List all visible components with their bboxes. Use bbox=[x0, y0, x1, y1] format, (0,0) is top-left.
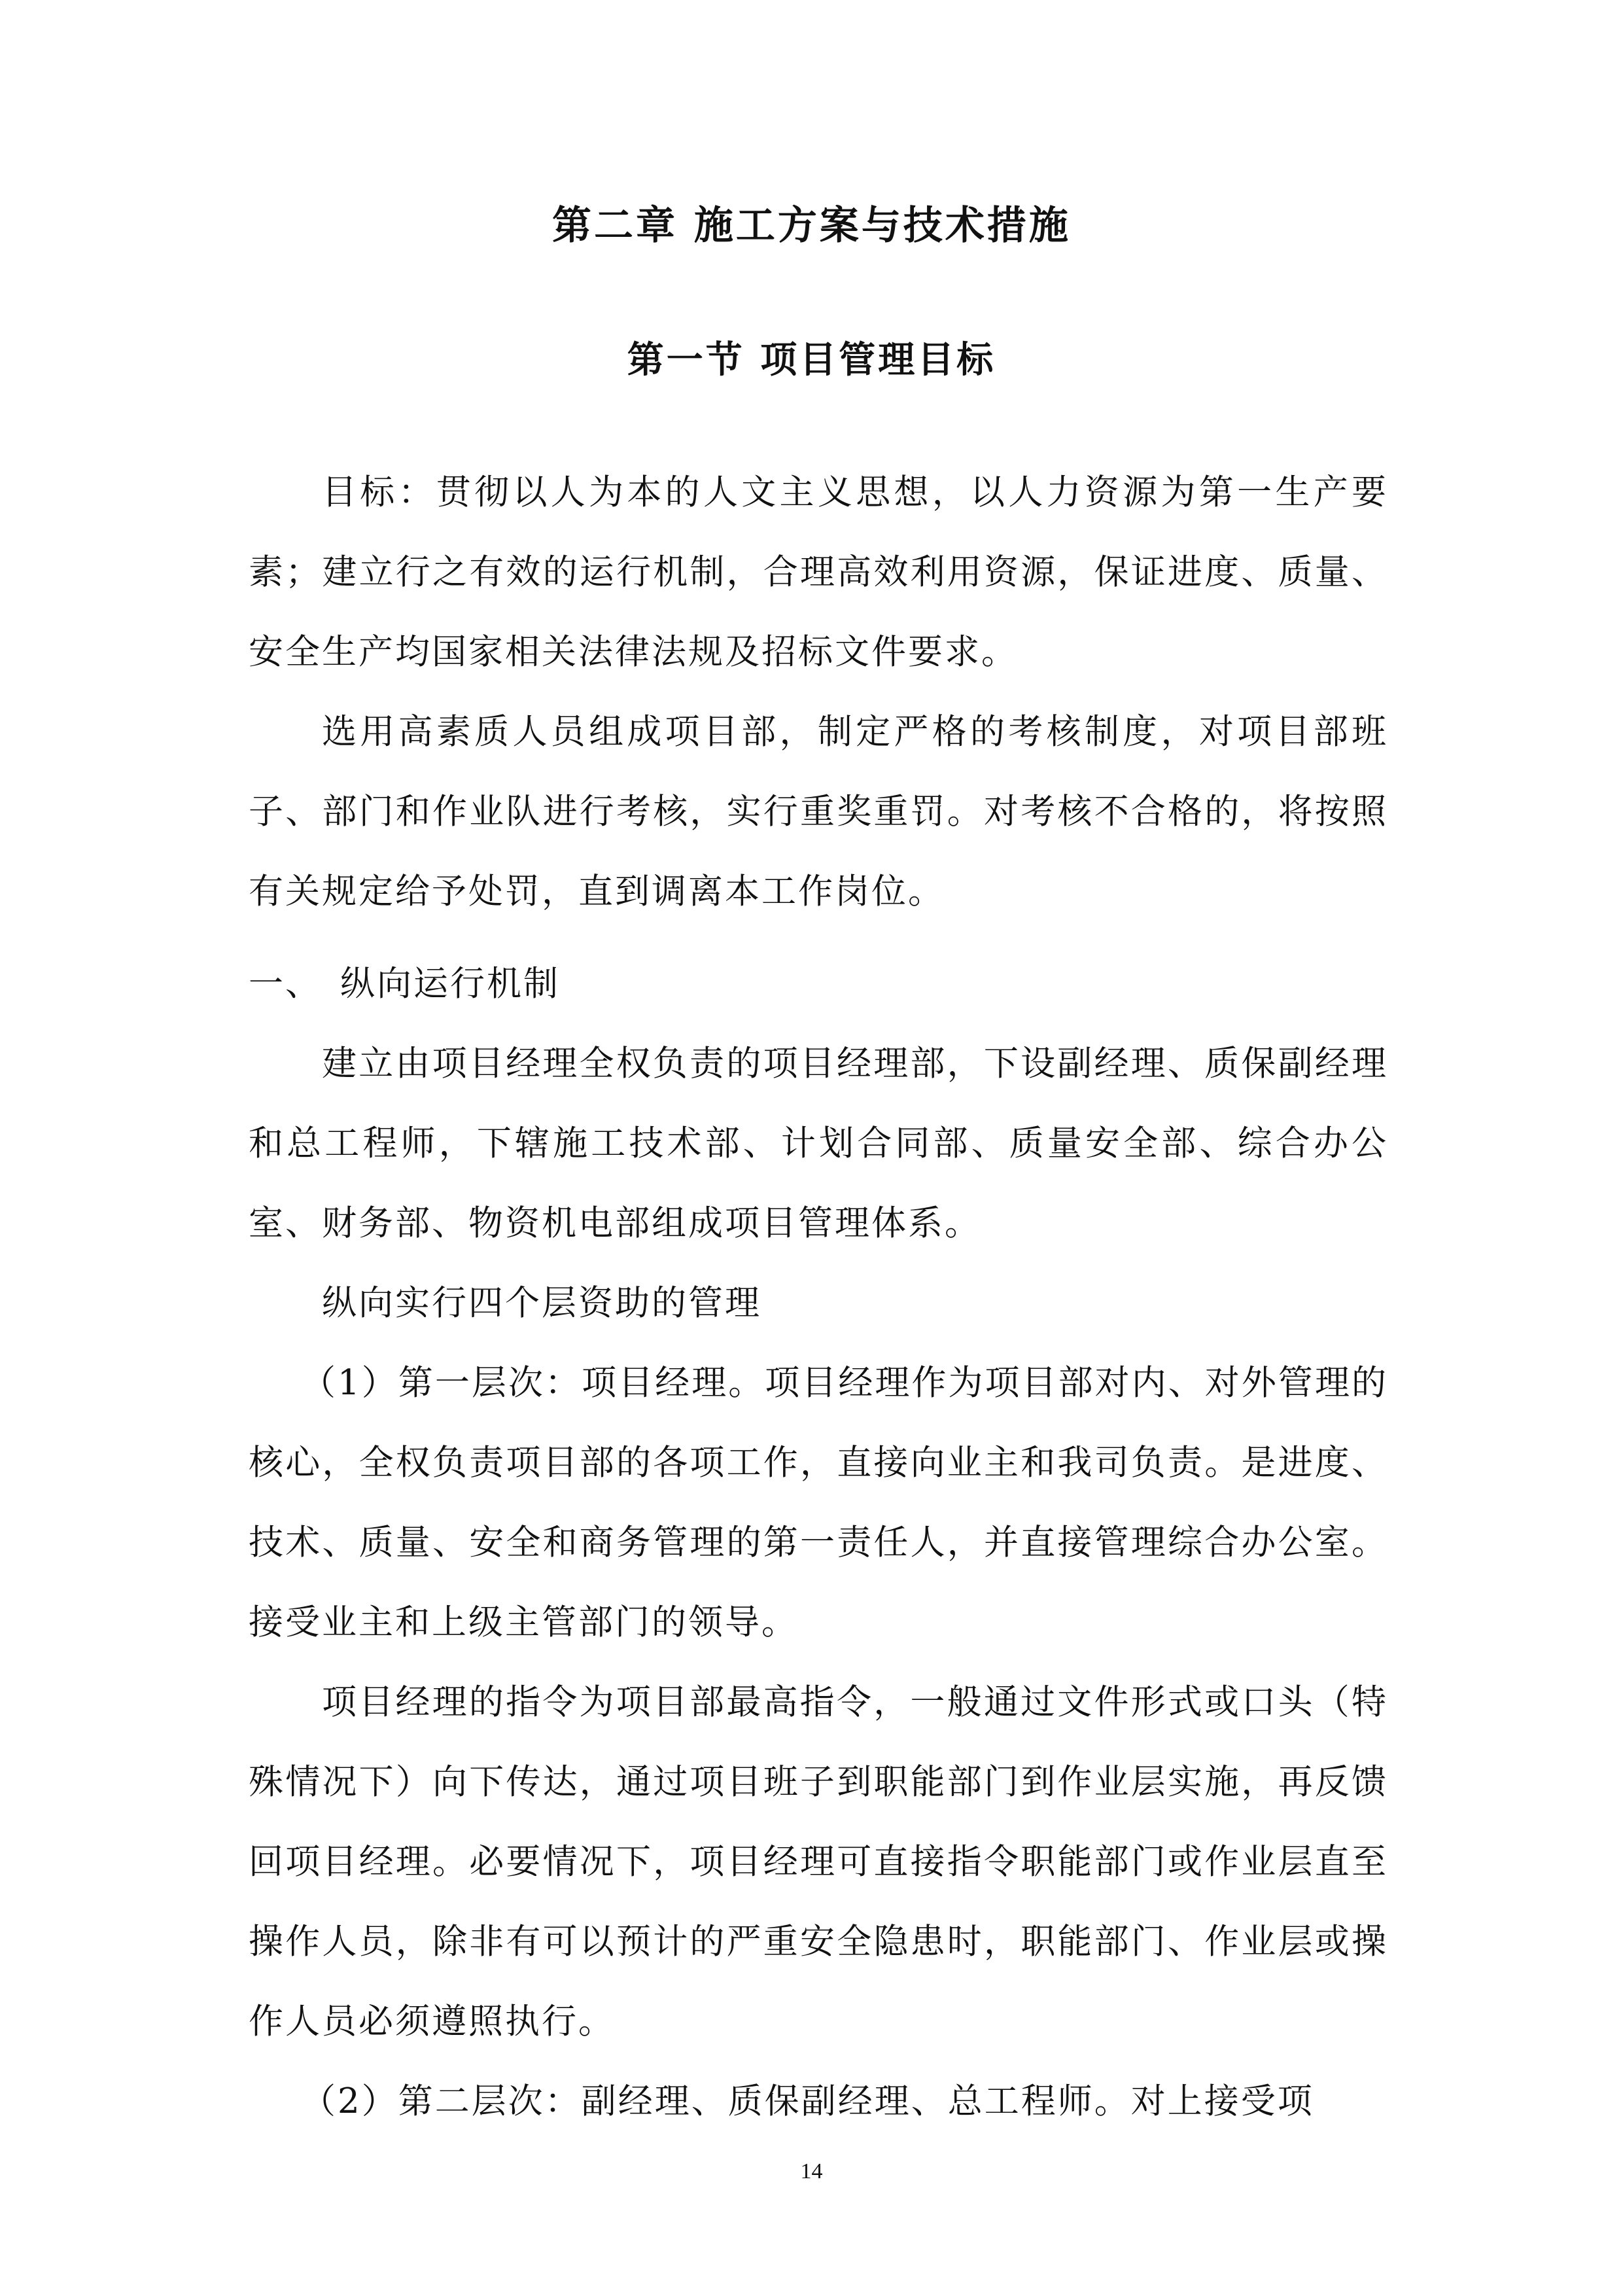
paragraph-org-structure: 建立由项目经理全权负责的项目经理部，下设副经理、质保副经理和总工程师，下辖施工技术部、计划合同部、质量安全部、综合办公室、财务部、物资机电部组成项目管理体系。 bbox=[249, 1044, 1388, 1243]
paragraph-manager-directives: 项目经理的指令为项目部最高指令，一般通过文件形式或口头（特殊情况下）向下传达，通过项目班子到职能部门到作业层实施，再反馈回项目经理。必要情况下，项目经理可直接指令职能部门或作业层直至操作人员，除非有可以预计的严重安全隐患时，职能部门、作业层或操作人员必须遵照执行。 bbox=[249, 1682, 1388, 2041]
page-number: 14 bbox=[800, 2159, 823, 2183]
chapter-title: 第二章 施工方案与技术措施 bbox=[552, 203, 1071, 249]
paragraph-staffing: 选用高素质人员组成项目部，制定严格的考核制度，对项目部班子、部门和作业队进行考核，实行重奖重罚。对考核不合格的，将按照有关规定给予处罚，直到调离本工作岗位。 bbox=[249, 712, 1388, 911]
heading-number: 一、 bbox=[249, 964, 322, 1004]
heading-text: 纵向运行机制 bbox=[340, 964, 560, 1004]
heading-vertical-mechanism bbox=[249, 944, 560, 1024]
paragraph-goal: 目标：贯彻以人为本的人文主义思想，以人力资源为第一生产要素；建立行之有效的运行机制，合理高效利用资源，保证进度、质量、安全生产均国家相关法律法规及招标文件要求。 bbox=[249, 472, 1388, 672]
paragraph-level-two: （2）第二层次：副经理、质保副经理、总工程师。对上接受项 bbox=[301, 2081, 1314, 2121]
paragraph-level-one: （1）第一层次：项目经理。项目经理作为项目部对内、对外管理的核心，全权负责项目部的各项工作，直接向业主和我司负责。是进度、技术、质量、安全和商务管理的第一责任人，并直接管理综合办公室。接受业主和上级主管部门的领导。 bbox=[249, 1363, 1388, 1642]
section-title: 第一节 项目管理目标 bbox=[627, 338, 996, 381]
paragraph-four-levels: 纵向实行四个层资助的管理 bbox=[322, 1283, 761, 1323]
